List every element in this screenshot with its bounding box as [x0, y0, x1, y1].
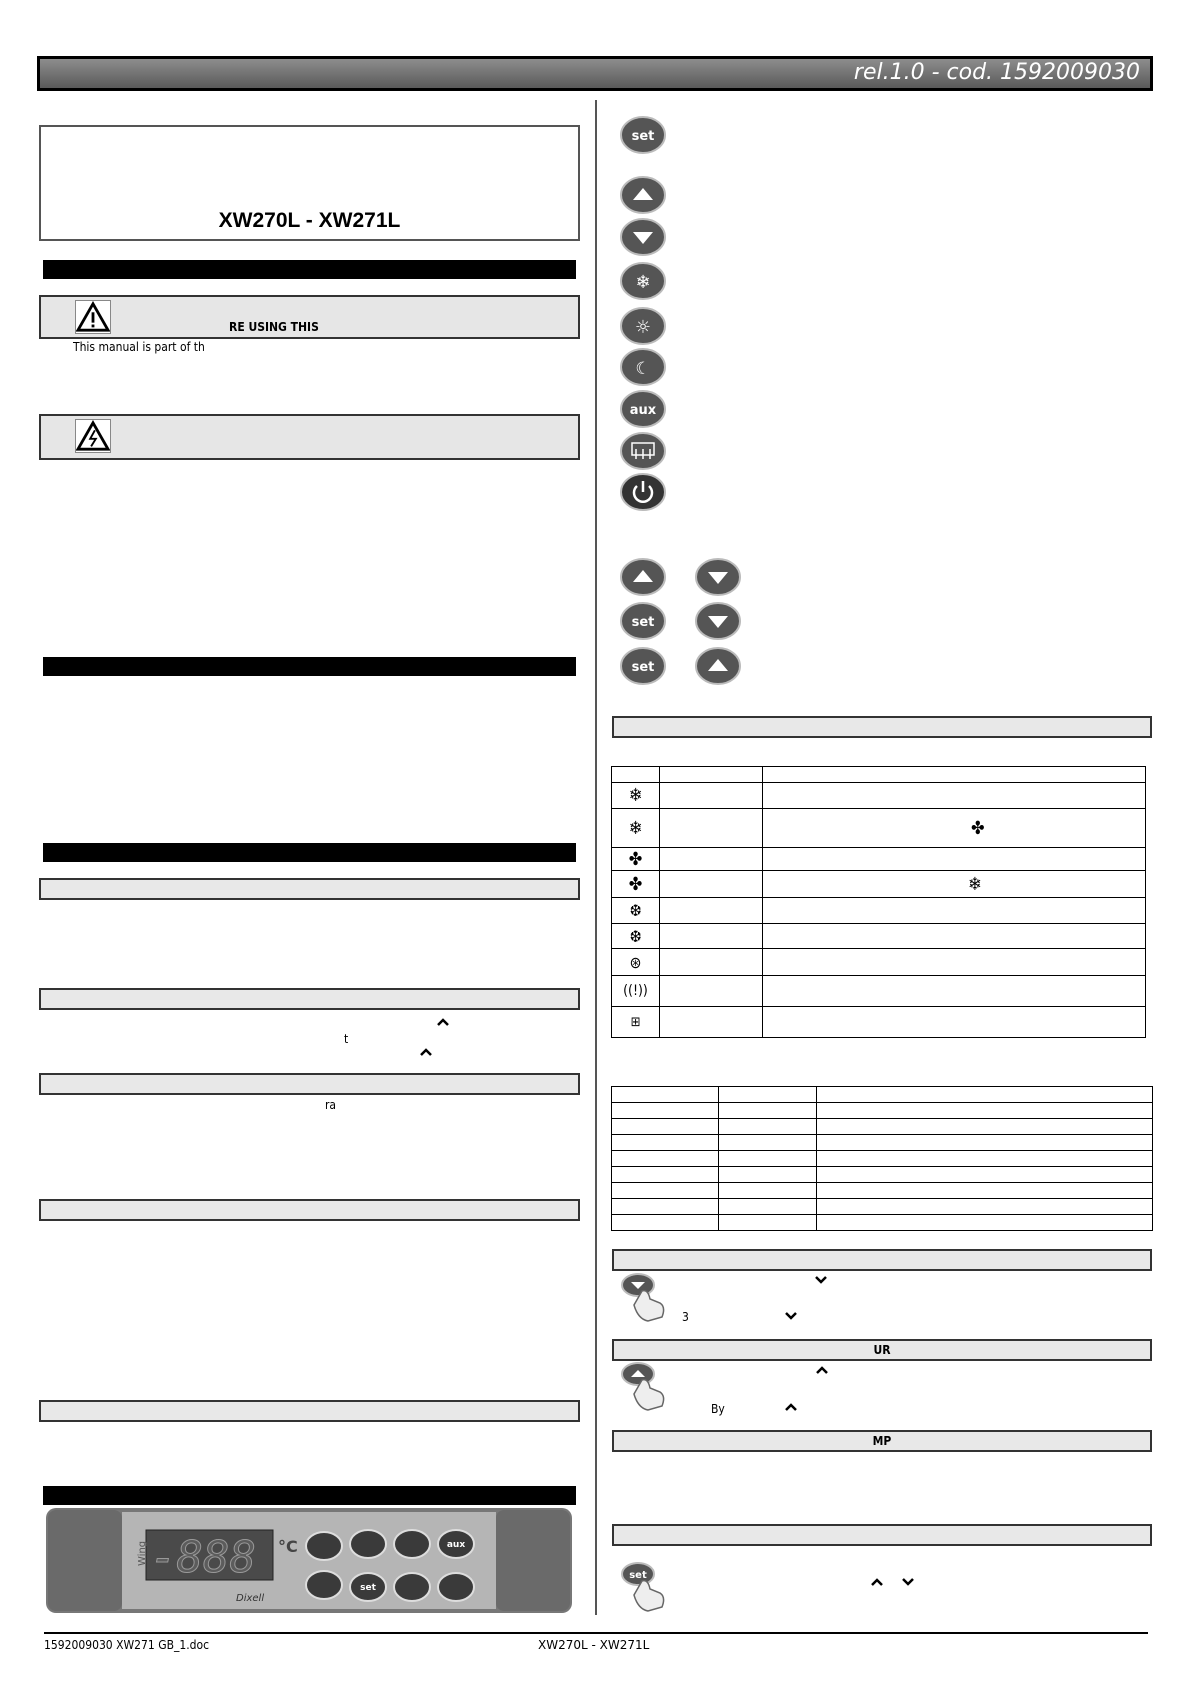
down-button-icon — [619, 217, 667, 257]
warning-triangle-icon — [75, 300, 111, 334]
section-bar-front-panel — [43, 1486, 576, 1505]
down-button-icon — [694, 601, 742, 641]
subsection-header-5 — [39, 1400, 580, 1422]
footer-rule — [44, 1632, 1148, 1634]
text-fragment-t: t — [344, 1032, 349, 1046]
manual-note: This manual is part of th — [73, 340, 205, 354]
revision-header-bar — [37, 56, 1153, 91]
warning-box-safety — [39, 414, 580, 460]
set-label: set — [631, 660, 655, 675]
heater-button-icon — [619, 431, 667, 471]
down-arrow-icon — [902, 1578, 914, 1586]
model-title: XW270L - XW271L — [218, 209, 401, 232]
section-header-icons — [612, 716, 1152, 738]
defrost-icon: ❆ — [612, 898, 660, 924]
text-fragment-ra: ra — [325, 1098, 337, 1112]
alarm-icon: ((!)) — [612, 976, 660, 1007]
svg-text:☾: ☾ — [635, 359, 651, 379]
aux-label: aux — [446, 1540, 466, 1550]
section-title-ur: UR — [873, 1343, 891, 1357]
set-label: set — [360, 1583, 376, 1593]
energy-saving-button-icon — [619, 347, 667, 387]
fan-icon: ✤ — [612, 871, 660, 898]
svg-text:☼: ☼ — [634, 317, 652, 338]
second-table — [611, 1086, 1153, 1231]
section-bar-description — [43, 657, 576, 676]
heater-icon: ⊞ — [612, 1007, 660, 1038]
section-bar-general-warning — [43, 260, 576, 279]
title-box — [39, 125, 580, 241]
up-arrow-icon — [785, 1403, 797, 1411]
up-arrow-icon — [420, 1048, 432, 1056]
set-label: set — [629, 1570, 647, 1581]
text-fragment-by: By — [711, 1402, 725, 1416]
front-panel-image — [46, 1508, 572, 1613]
down-arrow-icon — [815, 1276, 827, 1284]
column-divider — [595, 100, 597, 1615]
compressor-icon: ❄ — [612, 809, 660, 848]
compressor-icon: ❄ — [763, 871, 1146, 898]
up-arrow-icon — [437, 1018, 449, 1026]
defrost-button-icon — [619, 261, 667, 301]
led-icon-table — [611, 766, 1146, 1038]
subsection-header-1 — [39, 878, 580, 900]
up-arrow-icon — [871, 1578, 883, 1586]
up-arrow-icon — [816, 1366, 828, 1374]
subsection-header-3 — [39, 1073, 580, 1095]
compressor-icon: ❄ — [612, 783, 660, 809]
up-button-icon — [694, 646, 742, 686]
footer-filename: 1592009030 XW271 GB_1.doc — [44, 1638, 210, 1652]
up-button-icon — [619, 557, 667, 597]
warning-heading: RE USING THIS — [229, 320, 319, 334]
wing-logo: Wing — [137, 1540, 148, 1566]
hand-press-up-icon — [618, 1362, 672, 1412]
defrost-icon: ❆ — [612, 924, 660, 949]
section-header-min-temp — [612, 1249, 1152, 1271]
down-button-icon — [694, 557, 742, 597]
electric-warning-icon — [75, 419, 111, 453]
section-header-keyboard — [612, 1524, 1152, 1546]
fan-icon: ✤ — [763, 809, 1146, 848]
up-button-icon — [619, 175, 667, 215]
revision-code: rel.1.0 - cod. 1592009030 — [853, 60, 1140, 85]
down-arrow-icon — [785, 1312, 797, 1320]
section-header-max-temp — [612, 1339, 1152, 1361]
subsection-header-2 — [39, 988, 580, 1010]
footer-model: XW270L - XW271L — [538, 1638, 650, 1652]
fan-icon: ✤ — [612, 848, 660, 871]
aux-label: aux — [629, 403, 657, 418]
hand-press-set-icon — [618, 1561, 672, 1613]
display-digits: -888 — [150, 1532, 256, 1583]
text-fragment-three: 3 — [682, 1310, 689, 1324]
brand-logo: Dixell — [236, 1593, 265, 1604]
hand-press-down-icon — [618, 1273, 672, 1323]
fast-freezing-icon: ⊛ — [612, 949, 660, 976]
set-button-icon — [619, 115, 667, 155]
power-button-icon — [619, 472, 667, 512]
light-button-icon — [619, 306, 667, 346]
celsius-unit: °C — [278, 1537, 298, 1556]
set-button-icon — [619, 601, 667, 641]
set-button-icon — [619, 646, 667, 686]
section-title-mp: MP — [872, 1434, 892, 1448]
set-label: set — [631, 129, 655, 144]
svg-text:❄: ❄ — [635, 272, 651, 293]
section-header-reset — [612, 1430, 1152, 1452]
set-label: set — [631, 615, 655, 630]
section-bar-controller — [43, 843, 576, 862]
aux-button-icon — [619, 389, 667, 429]
subsection-header-4 — [39, 1199, 580, 1221]
warning-box-read-manual — [39, 295, 580, 339]
